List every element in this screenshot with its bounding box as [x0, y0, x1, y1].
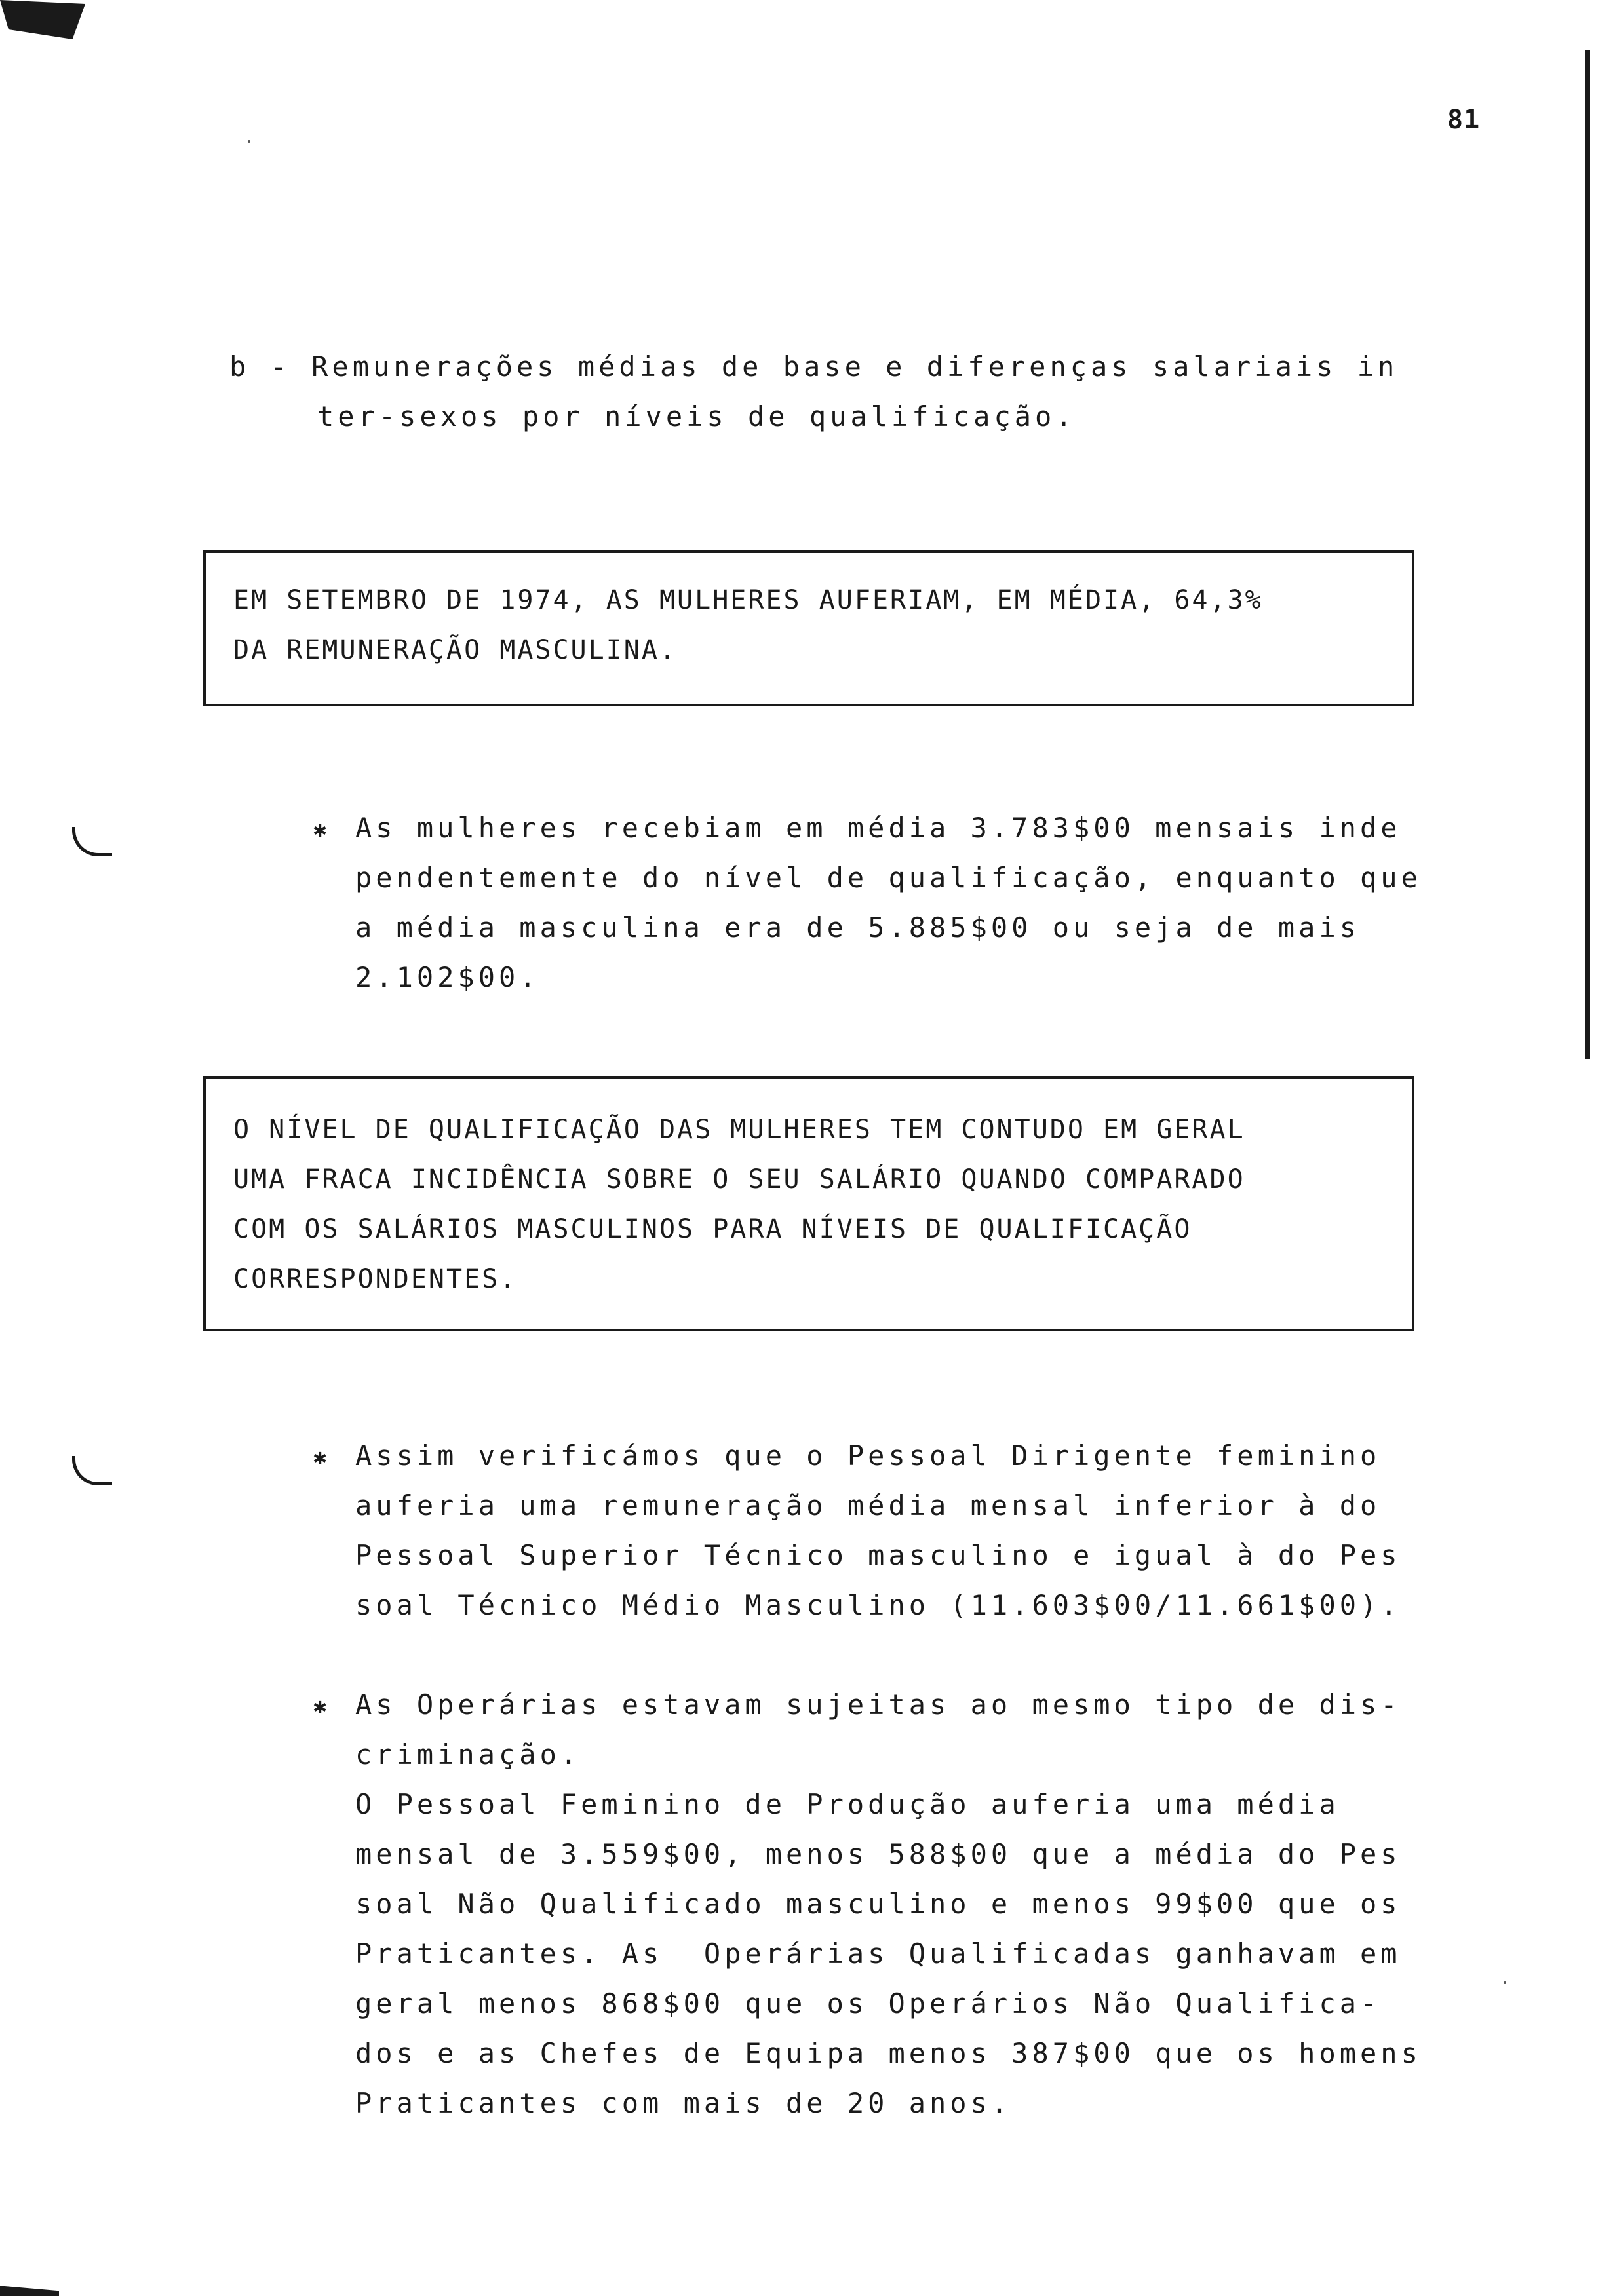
scan-speck — [1504, 1981, 1506, 1984]
summary-box-2-line-1: O NÍVEL DE QUALIFICAÇÃO DAS MULHERES TEM CONTUDO EM GERAL — [233, 1115, 1245, 1145]
bullet-1-line-1: As mulheres recebiam em média 3.783$00 mensais inde — [355, 812, 1401, 844]
bullet-marker: ✱ — [313, 816, 327, 843]
summary-box-2-line-2: UMA FRACA INCIDÊNCIA SOBRE O SEU SALÁRIO QUANDO COMPARADO — [233, 1164, 1245, 1195]
bullet-3-line-9: Praticantes com mais de 20 anos. — [355, 2087, 1012, 2119]
bullet-2-line-3: Pessoal Superior Técnico masculino e igual à do Pes — [355, 1539, 1401, 1571]
page-edge-bar — [1585, 50, 1590, 1059]
scan-corner-mark — [0, 0, 85, 39]
binder-hole-mark — [72, 827, 112, 856]
bullet-marker: ✱ — [313, 1693, 327, 1719]
bullet-3-line-2: criminação. — [355, 1738, 581, 1770]
section-heading-line-2: ter-sexos por níveis de qualificação. — [317, 400, 1076, 432]
bullet-3-line-4: mensal de 3.559$00, menos 588$00 que a média do Pes — [355, 1838, 1401, 1870]
bullet-3-line-3: O Pessoal Feminino de Produção auferia uma média — [355, 1788, 1340, 1820]
binder-hole-mark — [72, 1456, 112, 1485]
summary-box-2-line-4: CORRESPONDENTES. — [233, 1264, 518, 1294]
scan-speck — [248, 140, 250, 143]
bullet-1-line-3: a média masculina era de 5.885$00 ou seja de mais — [355, 911, 1361, 944]
bullet-1-line-2: pendentemente do nível de qualificação, enquanto que — [355, 862, 1422, 894]
scan-corner-mark — [0, 2279, 59, 2296]
bullet-2-line-1: Assim verificámos que o Pessoal Dirigente feminino — [355, 1440, 1381, 1472]
summary-box-2 — [203, 1076, 1414, 1331]
section-heading-line-1: b - Remunerações médias de base e diferenças salariais in — [229, 351, 1399, 383]
bullet-3-line-6: Praticantes. As Operárias Qualificadas ganhavam em — [355, 1938, 1401, 1970]
bullet-3-line-8: dos e as Chefes de Equipa menos 387$00 que os homens — [355, 2037, 1422, 2069]
summary-box-2-line-3: COM OS SALÁRIOS MASCULINOS PARA NÍVEIS DE QUALIFICAÇÃO — [233, 1214, 1192, 1244]
summary-box-1-line-2: DA REMUNERAÇÃO MASCULINA. — [233, 635, 678, 665]
bullet-3-line-7: geral menos 868$00 que os Operários Não Qualifica- — [355, 1987, 1381, 2019]
bullet-3-line-5: soal Não Qualificado masculino e menos 99$00 que os — [355, 1888, 1401, 1920]
summary-box-1 — [203, 550, 1414, 706]
bullet-1-line-4: 2.102$00. — [355, 961, 540, 993]
bullet-marker: ✱ — [313, 1444, 327, 1470]
bullet-2-line-2: auferia uma remuneração média mensal inferior à do — [355, 1489, 1381, 1521]
bullet-2-line-4: soal Técnico Médio Masculino (11.603$00/11.661$00). — [355, 1589, 1401, 1621]
summary-box-1-line-1: EM SETEMBRO DE 1974, AS MULHERES AUFERIAM, EM MÉDIA, 64,3% — [233, 585, 1263, 615]
page-number: 81 — [1447, 105, 1481, 135]
bullet-3-line-1: As Operárias estavam sujeitas ao mesmo tipo de dis- — [355, 1689, 1401, 1721]
